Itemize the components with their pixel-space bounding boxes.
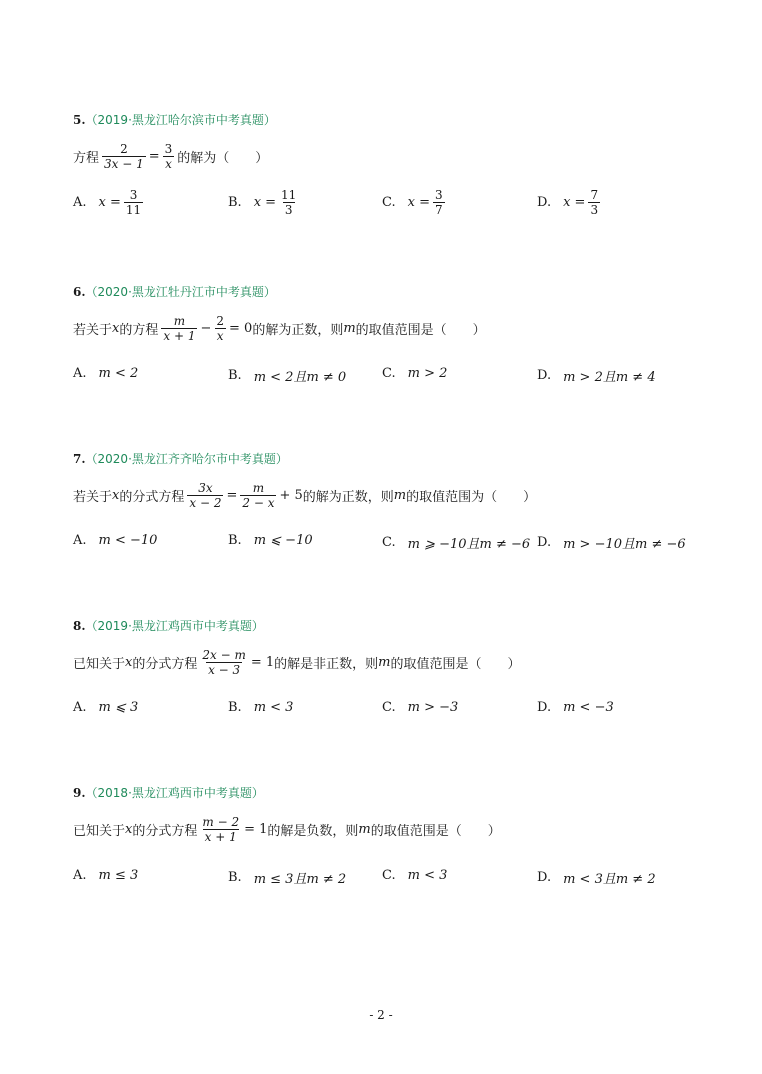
question-number: 6.	[73, 285, 86, 299]
variable: x	[112, 321, 120, 336]
fraction-numerator: 7	[590, 188, 599, 202]
option-text: m ⩾ −10且m ≠ −6	[407, 537, 531, 552]
stem-text: 若关于	[73, 323, 113, 338]
option-text: m < 3且m ≠ 2	[563, 872, 656, 887]
variable: m	[343, 321, 356, 336]
option-b[interactable]	[228, 533, 313, 548]
option-text: x =	[98, 195, 121, 210]
option-label: C.	[382, 535, 396, 550]
fraction	[240, 481, 276, 510]
variable: m	[378, 655, 391, 670]
question-header	[73, 617, 264, 634]
option-label: B.	[228, 368, 242, 383]
fraction-numerator: 3	[434, 188, 443, 202]
fraction	[279, 188, 298, 217]
option-text: m ⩽ −10	[253, 533, 313, 548]
stem-text: 的分式方程	[132, 657, 198, 672]
option-label: A.	[73, 700, 87, 715]
question-header	[73, 283, 276, 300]
option-label: D.	[537, 195, 552, 210]
option-c[interactable]	[382, 533, 530, 552]
option-label: A.	[73, 195, 87, 210]
equals-sign: =	[148, 149, 160, 164]
option-text: m < 3	[407, 868, 448, 883]
option-text: m < −10	[98, 533, 158, 548]
option-label: D.	[537, 870, 552, 885]
option-text: m < 2且m ≠ 0	[253, 370, 347, 385]
option-c[interactable]	[382, 700, 458, 715]
question-source: （2020·黑龙江齐齐哈尔市中考真题）	[85, 452, 288, 466]
option-label: B.	[228, 533, 242, 548]
fraction	[200, 648, 247, 677]
question-stem	[73, 314, 486, 343]
fraction-denominator: x + 1	[163, 329, 196, 343]
option-b[interactable]	[228, 868, 346, 887]
fraction-numerator: m	[252, 481, 265, 495]
option-label: C.	[382, 868, 396, 883]
option-text: m ⩽ 3	[98, 700, 139, 715]
equation-rhs: = 0	[229, 321, 253, 336]
option-a[interactable]	[73, 868, 138, 883]
question-stem	[73, 648, 521, 677]
stem-text: 方程	[73, 151, 100, 166]
option-label: A.	[73, 366, 87, 381]
stem-text: 的取值范围是（ ）	[390, 657, 521, 672]
stem-text: 的方程	[119, 323, 159, 338]
fraction-denominator: 3	[284, 203, 293, 217]
fraction-denominator: 11	[125, 203, 142, 217]
question-stem	[73, 142, 268, 171]
fraction-numerator: 11	[281, 188, 297, 202]
option-c[interactable]	[382, 188, 448, 217]
option-label: A.	[73, 868, 87, 883]
option-text: m ≤ 3且m ≠ 2	[253, 872, 347, 887]
question-source: （2020·黑龙江牡丹江市中考真题）	[85, 285, 276, 299]
fraction	[124, 188, 143, 217]
question-number: 9.	[73, 786, 86, 800]
variable: x	[125, 655, 133, 670]
fraction-numerator: 2x − m	[202, 648, 246, 662]
option-text: x =	[407, 195, 430, 210]
fraction	[200, 815, 241, 844]
question-stem	[73, 481, 536, 510]
equation-term: + 5	[279, 488, 303, 503]
stem-text: 的解为（ ）	[177, 151, 269, 166]
option-label: D.	[537, 535, 552, 550]
option-label: B.	[228, 700, 242, 715]
option-d[interactable]	[537, 366, 656, 385]
option-b[interactable]	[228, 700, 293, 715]
fraction	[102, 142, 146, 171]
stem-text: 的取值范围是（ ）	[355, 323, 486, 338]
option-d[interactable]	[537, 188, 603, 217]
fraction-numerator: 2	[216, 314, 225, 328]
fraction-numerator: 3	[129, 188, 138, 202]
fraction-denominator: x	[165, 157, 172, 171]
variable: x	[112, 488, 120, 503]
fraction-denominator: x + 1	[204, 830, 237, 844]
stem-text: 的解是非正数，则	[274, 657, 379, 672]
fraction-numerator: 3	[164, 142, 173, 156]
fraction-denominator: 3	[590, 203, 599, 217]
option-text: m > −3	[407, 700, 459, 715]
stem-text: 的解为正数，则	[252, 323, 344, 338]
minus-sign: −	[200, 321, 212, 336]
stem-text: 已知关于	[73, 657, 126, 672]
option-a[interactable]	[73, 533, 157, 548]
fraction	[214, 314, 226, 343]
option-label: C.	[382, 195, 396, 210]
option-label: A.	[73, 533, 87, 548]
option-text: x =	[253, 195, 277, 210]
option-label: B.	[228, 870, 242, 885]
fraction	[161, 314, 197, 343]
option-d[interactable]	[537, 868, 656, 887]
option-label: D.	[537, 700, 552, 715]
variable: x	[125, 822, 133, 837]
option-text: m < 2	[98, 366, 139, 381]
variable: m	[358, 822, 371, 837]
question-header	[73, 111, 276, 128]
fraction	[433, 188, 445, 217]
fraction	[187, 481, 223, 510]
question-number: 8.	[73, 619, 86, 633]
option-b[interactable]	[228, 366, 346, 385]
fraction-denominator: 3x − 1	[104, 157, 144, 171]
option-b[interactable]	[228, 188, 301, 217]
option-text: m > 2	[407, 366, 448, 381]
fraction-denominator: x − 2	[189, 496, 222, 510]
option-label: C.	[382, 366, 396, 381]
fraction-numerator: 3x	[198, 481, 213, 495]
stem-text: 的分式方程	[132, 824, 198, 839]
stem-text: 已知关于	[73, 824, 126, 839]
option-label: D.	[537, 368, 552, 383]
option-label: B.	[228, 195, 242, 210]
question-source: （2018·黑龙江鸡西市中考真题）	[85, 786, 264, 800]
stem-text: 的取值范围是（ ）	[370, 824, 501, 839]
stem-text: 的解是负数，则	[267, 824, 359, 839]
option-c[interactable]	[382, 366, 447, 381]
option-a[interactable]	[73, 188, 146, 217]
variable: m	[393, 488, 407, 503]
option-a[interactable]	[73, 700, 138, 715]
question-number: 5.	[73, 113, 86, 127]
fraction-denominator: 7	[434, 203, 443, 217]
option-label: C.	[382, 700, 396, 715]
question-header	[73, 784, 264, 801]
fraction-numerator: m − 2	[202, 815, 240, 829]
fraction-denominator: 2 − x	[242, 496, 275, 510]
option-text: m > −10且m ≠ −6	[563, 537, 686, 552]
fraction-denominator: x − 3	[208, 663, 241, 677]
equation-rhs: = 1	[250, 655, 275, 670]
fraction	[163, 142, 175, 171]
stem-text: 的解为正数，则	[302, 490, 394, 505]
option-text: x =	[563, 195, 586, 210]
question-source: （2019·黑龙江哈尔滨市中考真题）	[85, 113, 276, 127]
question-number: 7.	[73, 452, 86, 466]
option-text: m < 3	[253, 700, 294, 715]
fraction-numerator: 2	[120, 142, 128, 156]
stem-text: 的取值范围为（ ）	[406, 490, 537, 505]
option-text: m > 2且m ≠ 4	[563, 370, 656, 385]
option-d[interactable]	[537, 533, 686, 552]
fraction-numerator: m	[173, 314, 186, 328]
question-source: （2019·黑龙江鸡西市中考真题）	[85, 619, 264, 633]
option-a[interactable]	[73, 366, 138, 381]
equals-sign: =	[226, 488, 238, 503]
fraction	[588, 188, 600, 217]
question-header	[73, 450, 288, 467]
page-number: - 2 -	[369, 1008, 393, 1022]
stem-text: 若关于	[73, 490, 113, 505]
option-text: m ≤ 3	[98, 868, 139, 883]
fraction-denominator: x	[216, 329, 224, 343]
equation-rhs: = 1	[244, 822, 268, 837]
option-c[interactable]	[382, 868, 447, 883]
question-stem	[73, 815, 501, 844]
stem-text: 的分式方程	[119, 490, 185, 505]
option-d[interactable]	[537, 700, 614, 715]
option-text: m < −3	[563, 700, 614, 715]
